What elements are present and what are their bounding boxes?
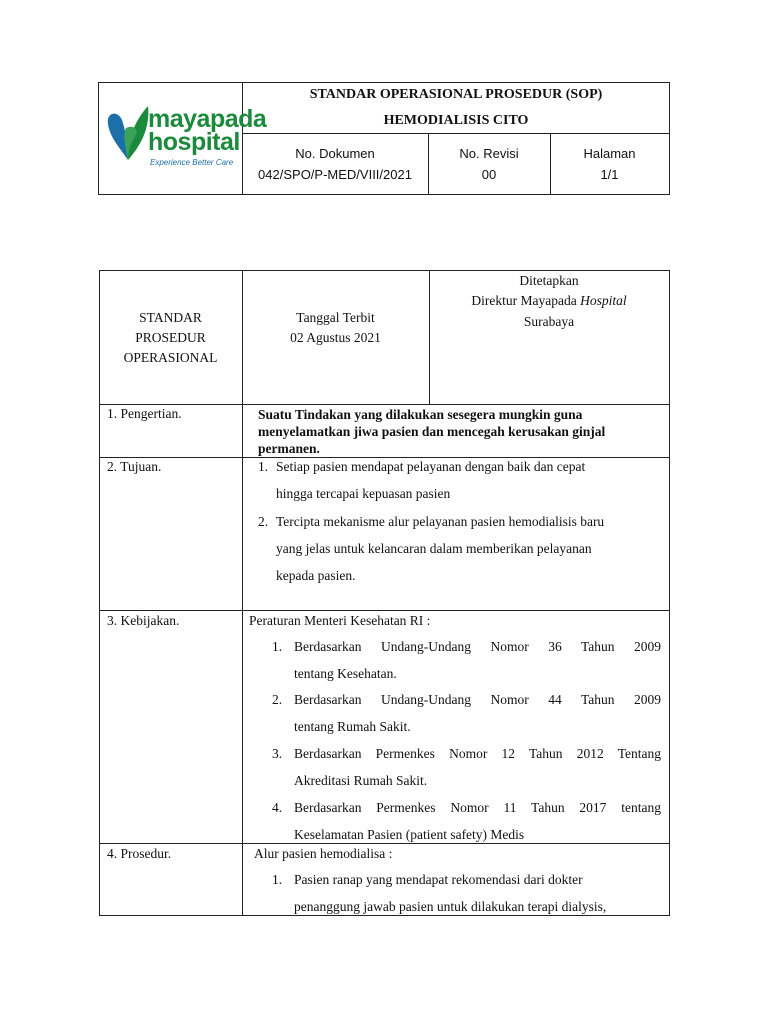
ditetapkan-label: Ditetapkan [519,273,579,288]
prosedur-item-num: 1. [272,872,283,887]
tujuan-item-line: Tercipta mekanisme alur pelayanan pasien hemodialisis baru [276,514,605,529]
tujuan-label: 2. Tujuan. [107,459,162,474]
kebijakan-label: 3. Kebijakan. [107,613,180,628]
hospital-logo [104,100,267,180]
kebijakan-item-line: Berdasarkan Undang-Undang Nomor 44 Tahun 2009 [294,692,661,707]
tujuan-item-line: yang jelas untuk kelancaran dalam memberikan pelayanan [276,541,592,556]
logo-line2: hospital [148,128,240,156]
tujuan-item-num: 2. [258,514,269,529]
logo-line1: mayapada [148,105,267,133]
prosedur-label: 4. Prosedur. [107,846,172,861]
kebijakan-item-line: Keselamatan Pasien (patient safety) Medis [294,827,525,842]
kebijakan-intro: Peraturan Menteri Kesehatan RI : [249,613,431,628]
logo-tagline: Experience Better Care [150,158,234,167]
kebijakan-item-num: 3. [272,746,283,761]
halaman-label: Halaman [583,146,636,161]
heart-leaf-logo-icon [104,102,152,168]
tanggal-terbit-value: 02 Agustus 2021 [290,330,381,345]
pengertian-line1: Suatu Tindakan yang dilakukan sesegera mungkin guna [258,407,583,422]
prosedur-item-line: penanggung jawab pasien untuk dilakukan terapi dialysis, [294,899,607,914]
kebijakan-item-line: Berdasarkan Permenkes Nomor 12 Tahun 2012 Tentang [294,746,661,761]
sop-title-line2: PROSEDUR [135,330,206,345]
doc-no-label: No. Dokumen [295,146,375,161]
tujuan-item-num: 1. [258,459,269,474]
kota-label: Surabaya [523,314,575,329]
tanggal-terbit-label: Tanggal Terbit [296,310,375,325]
sop-title-line1: STANDAR [139,310,202,325]
revisi-label: No. Revisi [459,146,519,161]
kebijakan-item-num: 2. [272,692,283,707]
revisi-value: 00 [481,167,497,182]
kebijakan-item-line: tentang Rumah Sakit. [294,719,411,734]
prosedur-intro: Alur pasien hemodialisa : [254,846,393,861]
pengertian-line3: permanen. [258,441,320,456]
pengertian-label: 1. Pengertian. [107,406,182,421]
sop-title-line3: OPERASIONAL [123,350,218,365]
tujuan-item-line: hingga tercapai kepuasan pasien [276,486,451,501]
document-subtitle: HEMODIALISIS CITO [383,113,529,128]
direktur-text: Direktur Mayapada [471,293,581,308]
kebijakan-item-line: Berdasarkan Permenkes Nomor 11 Tahun 2017 tentang [294,800,661,815]
doc-no-value: 042/SPO/P-MED/VIII/2021 [258,167,412,182]
tujuan-item-line: kepada pasien. [276,568,356,583]
kebijakan-item-num: 4. [272,800,283,815]
kebijakan-item-line: Akreditasi Rumah Sakit. [294,773,428,788]
kebijakan-item-line: Berdasarkan Undang-Undang Nomor 36 Tahun 2009 [294,639,661,654]
kebijakan-item-line: tentang Kesehatan. [294,666,397,681]
prosedur-item-line: Pasien ranap yang mendapat rekomendasi dari dokter [294,872,583,887]
direktur-hospital-text: Hospital [580,293,627,308]
pengertian-line2: menyelamatkan jiwa pasien dan mencegah kerusakan ginjal [258,424,606,439]
kebijakan-item-num: 1. [272,639,283,654]
direktur-line [429,293,669,309]
tujuan-item-line: Setiap pasien mendapat pelayanan dengan baik dan cepat [276,459,586,474]
document-title: STANDAR OPERASIONAL PROSEDUR (SOP) [309,87,603,102]
halaman-value: 1/1 [600,167,619,182]
